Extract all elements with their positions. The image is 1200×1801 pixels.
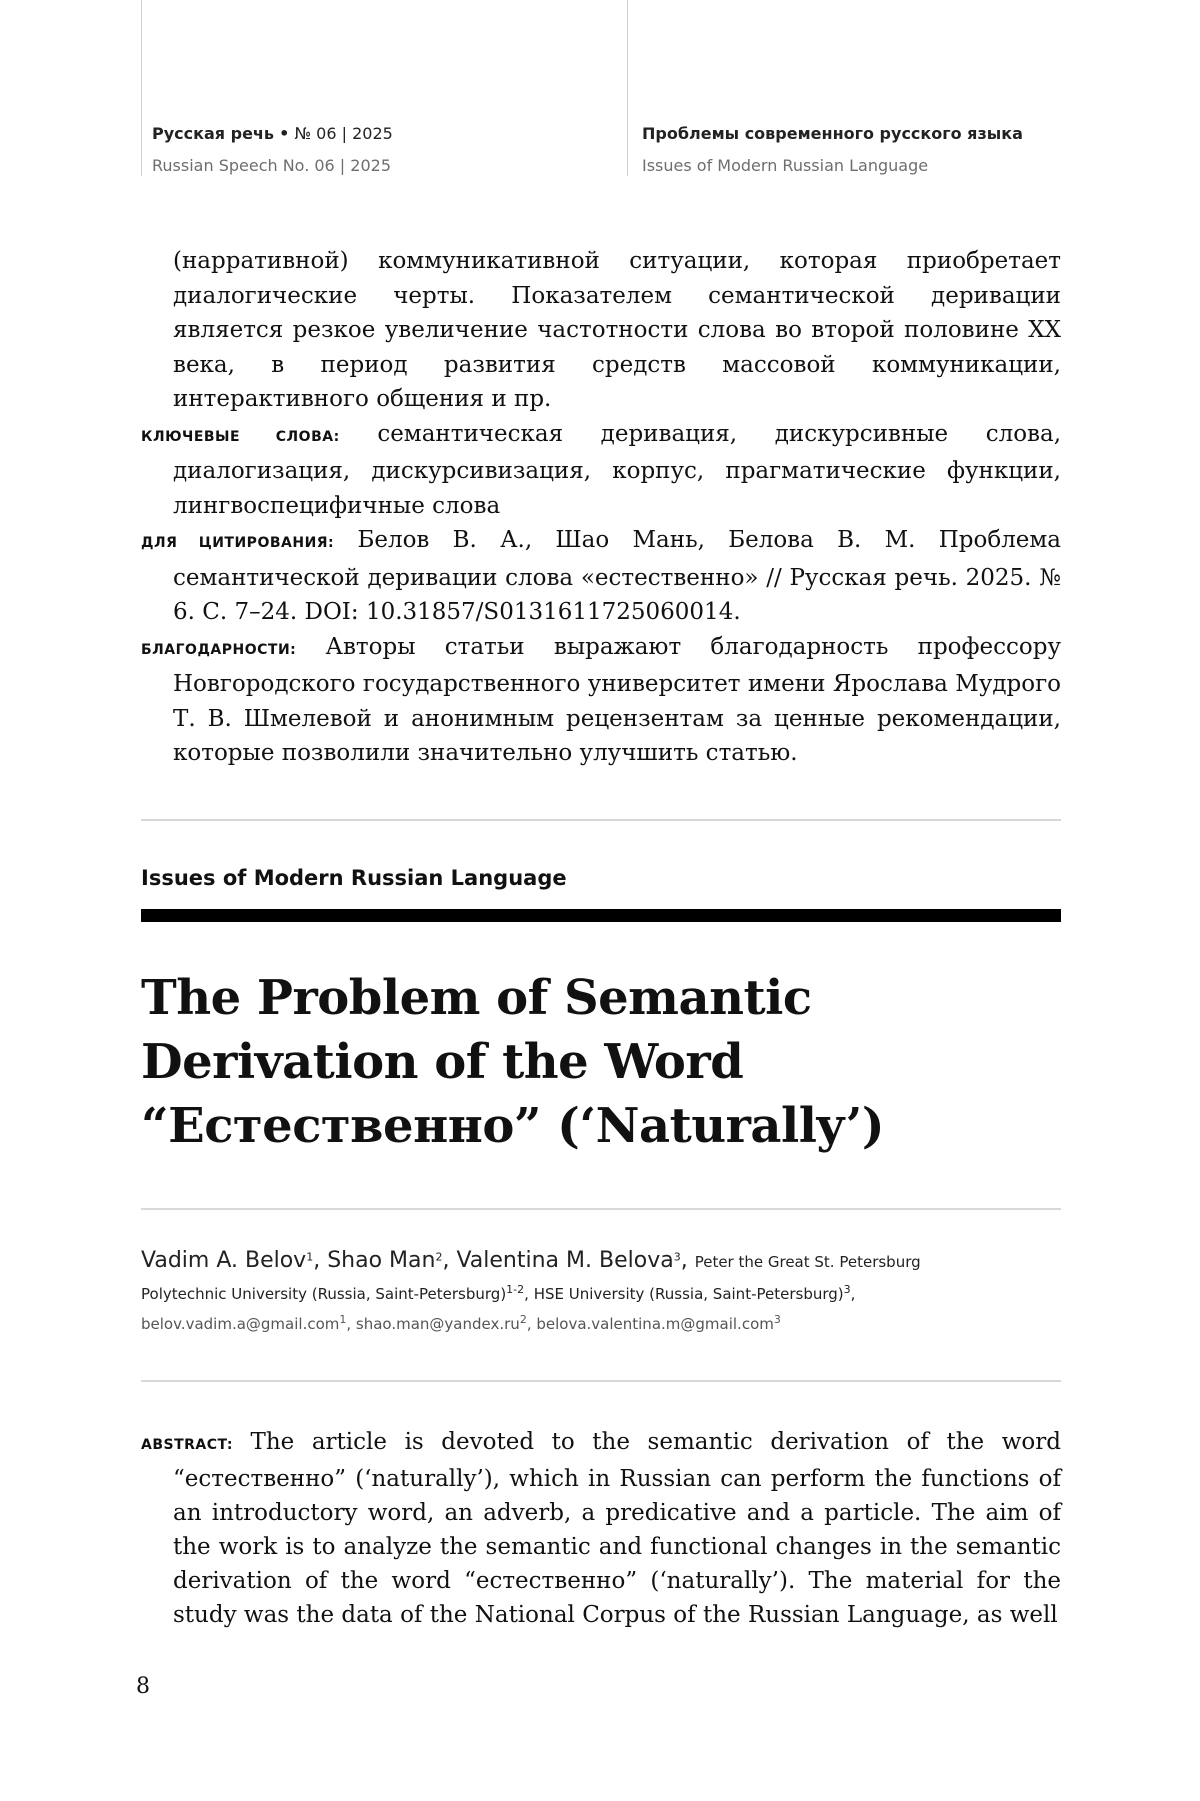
authors-emails: belov.vadim.a@gmail.com$^1$, $shao.man@yandex.ru^2$, belova.valentina.m@gmail.com$^3$ (141, 1313, 781, 1333)
header-section-english: Issues of Modern Russian Language (642, 156, 929, 175)
journal-issue: № 06 | 2025 (294, 124, 393, 143)
author-1: Vadim A. Belov (141, 1248, 307, 1273)
email-1[interactable]: belov.vadim.a@gmail.com (141, 1315, 340, 1333)
email-3-sup: 3 (773, 1313, 781, 1326)
russian-acknowledgements (141, 630, 1061, 771)
header-section-title (642, 124, 1023, 143)
section-divider (141, 819, 1061, 821)
acknowledgements-label: БЛАГОДАРНОСТИ: (141, 641, 297, 658)
header-right-rule (627, 0, 628, 176)
english-section-label: Issues of Modern Russian Language (141, 866, 567, 890)
journal-name: Русская речь (152, 124, 275, 143)
title-divider (141, 1208, 1061, 1210)
header-section-ru: Проблемы современного русского языка (642, 124, 1023, 143)
article-title-english (141, 966, 1061, 1158)
author-1-sup: 1 (306, 1250, 314, 1264)
russian-citation (141, 523, 1061, 630)
english-abstract (141, 1425, 1061, 1632)
citation-text: Белов В. А., Шао Мань, Белова В. М. Проблема семантической деривации слова «естественно» // Русская речь. 2025. № 6. С. 7–24. DOI: 10.31857/S0131611725060014. (173, 527, 1062, 625)
authors-line-2: Polytechnic University (Russia, Saint-Petersburg)$^{1-2}$, HSE University (Russia, Saint-Petersburg)$^3$, (141, 1283, 856, 1303)
journal-name-english: Russian Speech No. 06 | 2025 (152, 156, 391, 175)
email-1-sup: 1 (339, 1313, 347, 1326)
header-left-rule (141, 0, 142, 176)
affiliation-1-end: Polytechnic University (Russia, Saint-Petersburg) (141, 1285, 507, 1303)
journal-bullet: • (279, 124, 290, 143)
authors-block (141, 1248, 1061, 1333)
affiliation-2: HSE University (Russia, Saint-Petersburg) (533, 1285, 844, 1303)
header-journal-line (152, 124, 393, 143)
acknowledgements-text: Авторы статьи выражают благодарность профессору Новгородского государственного университет имени Ярослава Мудрого Т. В. Шмелевой и анонимным рецензентам за ценные рекомендации, которые позволили значительно улучшить статью. (173, 633, 1062, 766)
email-2[interactable]: shao.man@yandex.ru (355, 1315, 520, 1333)
keywords-label: КЛЮЧЕВЫЕ СЛОВА: (141, 428, 340, 445)
email-2-sup: 2 (519, 1313, 527, 1326)
title-line-3: “Естественно” (‘Naturally’) (141, 1098, 885, 1154)
affiliation-1-start: Peter the Great St. Petersburg (694, 1253, 921, 1271)
affiliation-1-sup: 1-2 (506, 1283, 525, 1296)
russian-abstract-continuation: (нарративной) коммуникативной ситуации, которая приобретает диалогические черты. Показателем семантической деривации является резкое увеличение частотности слова во второй половине XX века, в период развития средств массовой коммуникации, интерактивного общения и пр. (173, 248, 1061, 412)
title-line-2: Derivation of the Word (141, 1034, 744, 1090)
keywords-text: семантическая деривация, дискурсивные слова, диалогизация, дискурсивизация, корпус, прагматические функции, лингвоспецифичные слова (173, 420, 1062, 519)
authors-divider (141, 1380, 1061, 1382)
email-3[interactable]: belova.valentina.m@gmail.com (536, 1315, 774, 1333)
abstract-label: ABSTRACT: (141, 1437, 233, 1453)
author-3-sup: 3 (673, 1250, 681, 1264)
citation-label: ДЛЯ ЦИТИРОВАНИЯ: (141, 535, 335, 551)
russian-summary-block (141, 244, 1061, 771)
author-3: Valentina M. Belova (456, 1248, 674, 1273)
abstract-text: The article is devoted to the semantic derivation of the word “естественно” (‘naturally’), which in Russian can perform the functions of an introductory word, an adverb, a predicative and a particle. The aim of the work is to analyze the semantic and functional changes in the semantic derivation of the word “естественно” (‘naturally’). The material for the study was the data of the National Corpus of the Russian Language, as well (173, 1429, 1061, 1628)
section-thick-bar (141, 909, 1061, 922)
abstract-paragraph (141, 1425, 1061, 1632)
author-2-sup: 2 (435, 1250, 443, 1264)
author-2: Shao Man (327, 1248, 436, 1273)
title-line-1: The Problem of Semantic (141, 970, 812, 1026)
authors-line-1: Vadim A. Belov$^1$, Shao Man$^2$, Valentina M. Belova$^3$, Peter the Great St. Petersburg (141, 1248, 921, 1273)
page-number: 8 (136, 1674, 150, 1699)
russian-keywords (141, 417, 1061, 524)
affiliation-2-sup: 3 (843, 1283, 851, 1296)
